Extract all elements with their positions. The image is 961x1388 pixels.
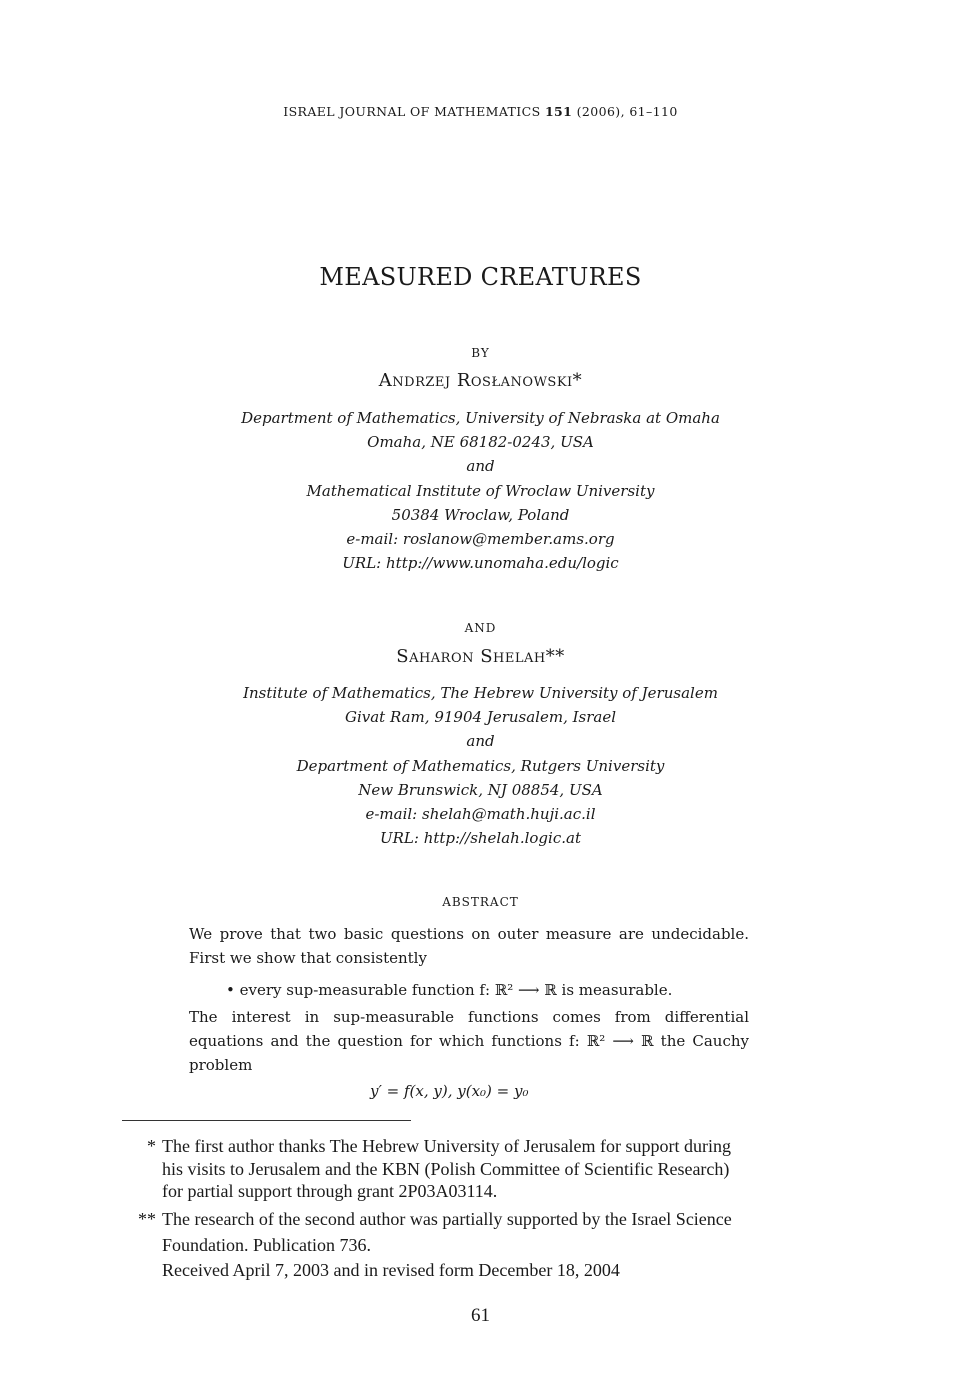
footnote-line: The first author thanks The Hebrew University of Jerusalem for support during bbox=[162, 1136, 732, 1156]
affiliation-line: Department of Mathematics, University of Nebraska at Omaha bbox=[241, 409, 720, 427]
footnote-line: for partial support through grant 2P03A03114. bbox=[162, 1181, 498, 1201]
affiliation-line: and bbox=[466, 732, 495, 751]
author1-url[interactable]: URL: http://www.unomaha.edu/logic bbox=[342, 554, 619, 573]
cauchy-formula: y′ = f(x, y), y(x₀) = y₀ bbox=[370, 1082, 529, 1100]
abstract-bullet bbox=[226, 981, 672, 999]
affiliation-line: Givat Ram, 91904 Jerusalem, Israel bbox=[344, 708, 617, 727]
author2-email[interactable]: e-mail: shelah@math.huji.ac.il bbox=[365, 805, 596, 824]
abstract-line: First we show that consistently bbox=[189, 949, 427, 967]
journal-header bbox=[0, 104, 961, 119]
affiliation-line: Department of Mathematics, Rutgers University bbox=[296, 756, 665, 775]
abstract-line: The interest in sup-measurable functions comes from differential bbox=[189, 1008, 749, 1026]
footnote-mark: * bbox=[147, 1136, 156, 1156]
footnote-text bbox=[162, 1135, 830, 1203]
paper-title: MEASURED CREATURES bbox=[319, 263, 642, 291]
author1-affiliation bbox=[0, 406, 961, 575]
abstract-heading: ABSTRACT bbox=[442, 895, 519, 909]
affiliation-line: and bbox=[466, 457, 495, 476]
journal-volume: 151 bbox=[544, 104, 573, 119]
bullet-text: every sup-measurable function f: ℝ² ⟶ ℝ is measurable. bbox=[239, 981, 673, 999]
author2-name: Saharon Shelah** bbox=[396, 646, 565, 667]
abstract-body-top bbox=[189, 922, 749, 970]
by-label: BY bbox=[471, 346, 490, 360]
author1-name: Andrzej Rosłanowski* bbox=[378, 370, 583, 391]
affiliation-line: Mathematical Institute of Wroclaw University bbox=[306, 481, 655, 500]
abstract-line: equations and the question for which functions f: ℝ² ⟶ ℝ the Cauchy bbox=[189, 1032, 749, 1050]
footnote-1 bbox=[130, 1135, 830, 1205]
author2-url[interactable]: URL: http://shelah.logic.at bbox=[380, 829, 581, 848]
bullet-dot-icon: • bbox=[226, 981, 240, 999]
footnote-line: his visits to Jerusalem and the KBN (Polish Committee of Scientific Research) bbox=[162, 1158, 730, 1179]
and-label: AND bbox=[464, 621, 497, 635]
footnote-2 bbox=[130, 1206, 830, 1256]
journal-year-pages: (2006), 61–110 bbox=[576, 104, 678, 119]
author2-affiliation bbox=[0, 681, 961, 850]
received-dates: Received April 7, 2003 and in revised form December 18, 2004 bbox=[162, 1260, 620, 1280]
footnote-mark: ** bbox=[138, 1209, 156, 1229]
abstract-line: We prove that two basic questions on outer measure are undecidable. bbox=[189, 925, 749, 943]
abstract-line: problem bbox=[189, 1056, 253, 1074]
footnote-line: Foundation. Publication 736. bbox=[162, 1235, 371, 1255]
author1-email[interactable]: e-mail: roslanow@member.ams.org bbox=[346, 530, 615, 549]
page-number: 61 bbox=[471, 1305, 490, 1326]
affiliation-line: Omaha, NE 68182-0243, USA bbox=[367, 433, 594, 452]
affiliation-line: 50384 Wroclaw, Poland bbox=[391, 505, 570, 524]
affiliation-line: Institute of Mathematics, The Hebrew University of Jerusalem bbox=[243, 684, 718, 702]
affiliation-line: New Brunswick, NJ 08854, USA bbox=[358, 780, 603, 799]
footnote-rule bbox=[122, 1120, 411, 1121]
footnote-text bbox=[162, 1206, 830, 1258]
footnote-line: The research of the second author was partially supported by the Israel Science bbox=[162, 1209, 732, 1229]
journal-name: ISRAEL JOURNAL OF MATHEMATICS bbox=[283, 104, 541, 119]
abstract-body-bottom bbox=[189, 1005, 749, 1077]
